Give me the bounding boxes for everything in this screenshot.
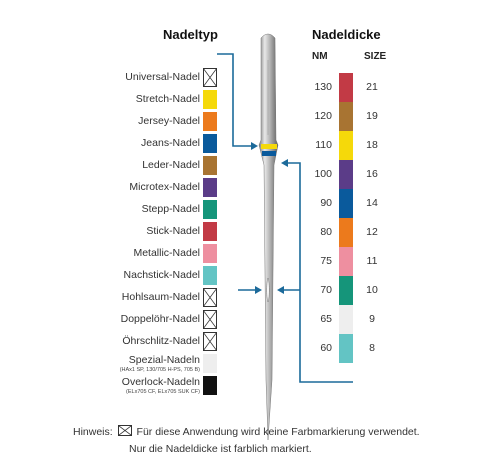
- size-nm-value: 80: [320, 226, 332, 238]
- size-nm-value: 75: [320, 255, 332, 267]
- size-nm-value: 65: [320, 313, 332, 325]
- size-nm-value: 120: [314, 110, 332, 122]
- needle-type-label: Stepp-Nadel: [141, 203, 200, 215]
- needle-type-label: Spezial-Nadeln: [128, 354, 200, 366]
- needle-type-label: Doppelöhr-Nadel: [120, 313, 200, 325]
- needle-band-type: [261, 144, 277, 149]
- needle-type-label: Öhrschlitz-Nadel: [122, 335, 200, 347]
- needle-type-label: Jeans-Nadel: [141, 137, 200, 149]
- needle-type-label: Overlock-Nadeln: [121, 376, 200, 388]
- size-us-value: 12: [366, 226, 378, 238]
- connector-lines: [217, 54, 353, 382]
- size-us-value: 18: [366, 139, 378, 151]
- size-nm-value: 70: [320, 284, 332, 296]
- size-us-value: 10: [366, 284, 378, 296]
- arrow-size-icon: [281, 159, 288, 167]
- size-us-value: 11: [366, 255, 378, 267]
- needle-type-header: Nadeltyp: [163, 27, 218, 42]
- size-nm-value: 90: [320, 197, 332, 209]
- size-nm-value: 110: [315, 139, 332, 151]
- needle-band-size: [262, 151, 276, 156]
- size-header: SIZE: [364, 51, 387, 62]
- connector-type-line: [217, 54, 252, 146]
- footer-note: [73, 424, 420, 458]
- arrow-type-icon: [251, 142, 258, 150]
- size-us-value: 21: [366, 81, 378, 93]
- size-nm-value: 60: [320, 342, 332, 354]
- nm-header: NM: [312, 51, 328, 62]
- needle-type-label: Stick-Nadel: [146, 225, 200, 237]
- needle-type-note: (HAx1 SP, 130/705 H-PS, 705 B): [119, 367, 200, 373]
- needle-type-label: Hohlsaum-Nadel: [121, 291, 200, 303]
- needle-size-header: Nadeldicke: [312, 27, 381, 42]
- arrow-right-icon: [277, 286, 284, 294]
- size-us-value: 14: [366, 197, 378, 209]
- size-us-value: 19: [366, 110, 378, 122]
- needle-type-label: Metallic-Nadel: [133, 247, 200, 259]
- needle-eye: [267, 278, 269, 302]
- needle-shape: [259, 34, 278, 440]
- size-us-value: 9: [369, 313, 375, 325]
- footer-line-2: Nur die Nadeldicke ist farblich markiert.: [129, 443, 312, 455]
- needle-type-label: Nachstick-Nadel: [123, 269, 200, 281]
- needle-type-label: Universal-Nadel: [125, 71, 200, 83]
- needle-type-label: Stretch-Nadel: [135, 93, 200, 105]
- needle-type-label: Microtex-Nadel: [129, 181, 200, 193]
- no-color-cross-icon: [118, 425, 132, 436]
- connector-size-line: [287, 163, 353, 382]
- footer-line-1: Für diese Anwendung wird keine Farbmarkierung verwendet.: [136, 426, 420, 438]
- needle-type-label: Jersey-Nadel: [138, 115, 200, 127]
- needle-type-label: Leder-Nadel: [142, 159, 200, 171]
- size-us-value: 8: [369, 342, 375, 354]
- needle-type-note: (ELx705 CF, ELx705 SUK CF): [126, 389, 200, 395]
- arrow-left-icon: [255, 286, 262, 294]
- size-nm-value: 130: [314, 81, 332, 93]
- footer-prefix: Hinweis:: [73, 426, 113, 438]
- size-nm-value: 100: [314, 168, 332, 180]
- size-us-value: 16: [366, 168, 378, 180]
